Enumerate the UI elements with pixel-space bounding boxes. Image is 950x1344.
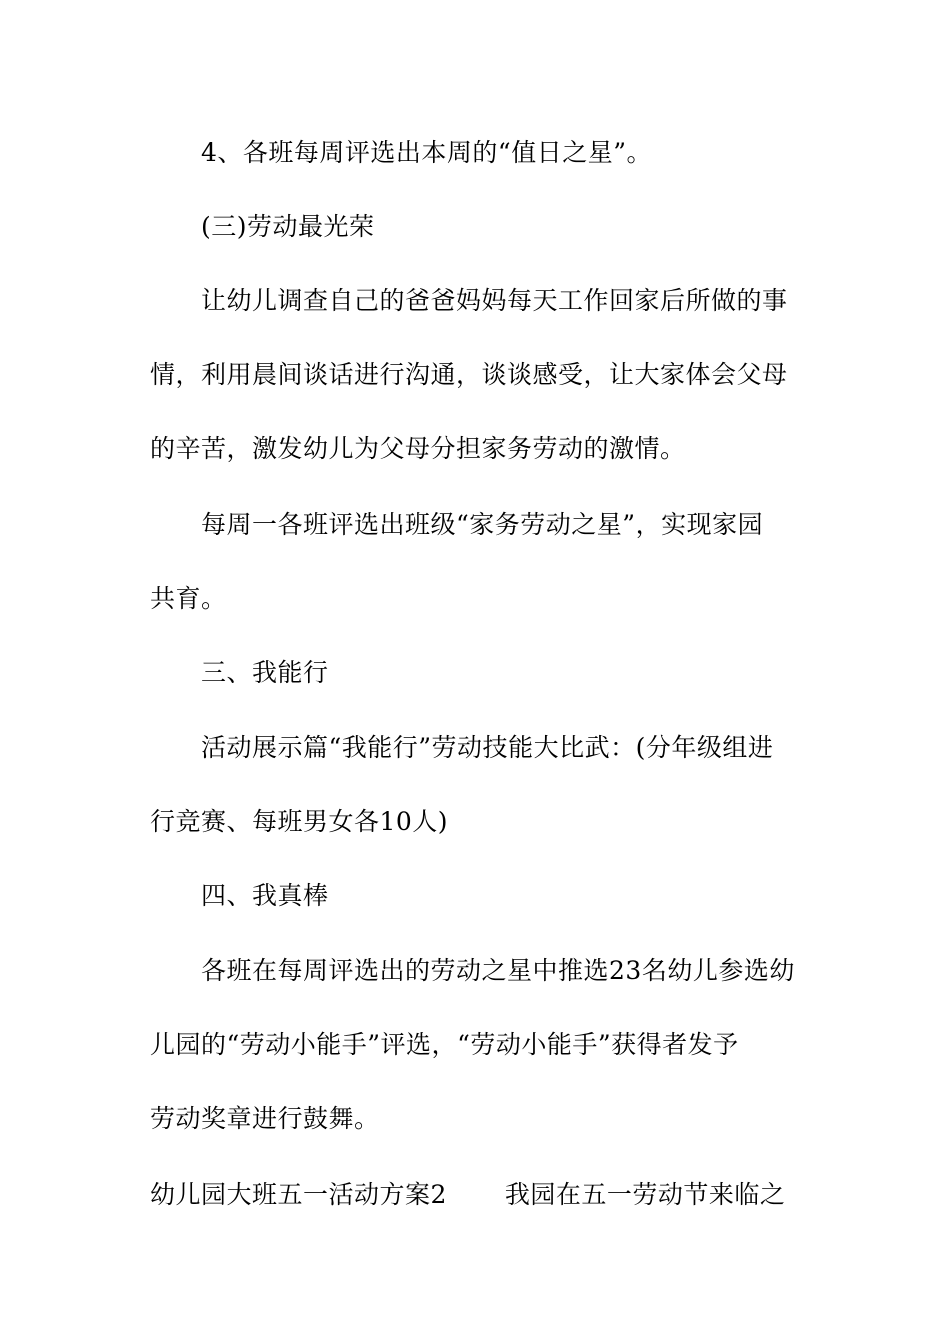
paragraph-line: 情，利用晨间谈话进行沟通，谈谈感受，让大家体会父母 <box>150 360 788 389</box>
document-title: 幼儿园大班五一活动方案2 <box>150 1180 447 1209</box>
paragraph-line: 每周一各班评选出班级“家务劳动之星”，实现家园 <box>201 510 764 539</box>
paragraph-line: 的辛苦，激发幼儿为父母分担家务劳动的激情。 <box>150 434 686 463</box>
paragraph-line: 共育。 <box>150 584 227 613</box>
section-heading: 四、我真棒 <box>201 881 329 910</box>
paragraph-line: 让幼儿调查自己的爸爸妈妈每天工作回家后所做的事 <box>201 286 788 315</box>
section-heading: 三、我能行 <box>201 658 329 687</box>
paragraph-line: 4、各班每周评选出本周的“值日之星”。 <box>201 138 652 167</box>
paragraph-text: 我园在五一劳动节来临之 <box>504 1180 786 1209</box>
paragraph-line: 劳动奖章进行鼓舞。 <box>150 1104 380 1133</box>
paragraph-line: 活动展示篇“我能行”劳动技能大比武：(分年级组进 <box>201 733 774 762</box>
paragraph-line: 行竞赛、每班男女各10人) <box>150 807 449 836</box>
paragraph-line: 各班在每周评选出的劳动之星中推选23名幼儿参选幼 <box>201 956 795 985</box>
paragraph-line: 儿园的“劳动小能手”评选，“劳动小能手”获得者发予 <box>150 1030 739 1059</box>
section-heading: (三)劳动最光荣 <box>201 212 375 241</box>
document-title-line <box>150 1179 810 1211</box>
